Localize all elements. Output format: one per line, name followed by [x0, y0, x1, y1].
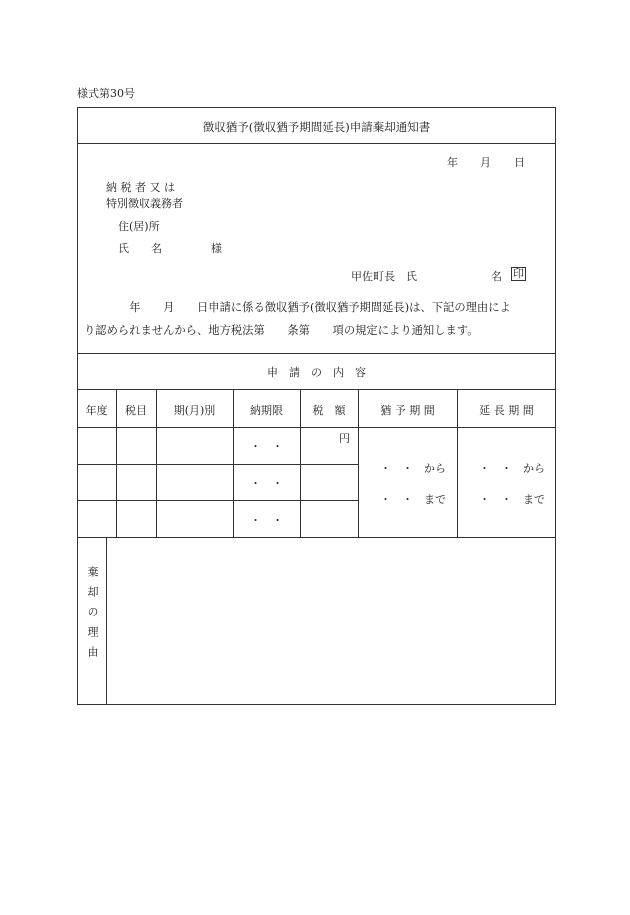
seal-mark: 印	[513, 267, 524, 280]
taxpayer-label: 納 税 者 又 は	[106, 181, 175, 194]
form-number: 様式第30号	[77, 87, 135, 100]
address-label: 住(居)所	[118, 220, 160, 233]
issuer-name-label: 名	[491, 270, 502, 283]
header-period: 期(月)別	[173, 404, 216, 417]
divider	[77, 143, 556, 144]
document-title: 徴収猶予(徴収猶予期間延長)申請棄却通知書	[202, 120, 431, 134]
extension-period-from: ・ ・ から	[479, 462, 545, 475]
header-tax-item: 税目	[125, 404, 147, 417]
row-divider	[77, 464, 358, 465]
header-extension-period: 延 長 期 間	[479, 404, 534, 417]
section-header: 申 請 の 内 容	[267, 366, 366, 379]
header-tax-amount: 税 額	[312, 404, 346, 417]
date-day: 日	[514, 156, 525, 169]
name-label: 氏 名	[118, 242, 162, 255]
date-month: 月	[480, 156, 491, 169]
notice-body	[84, 296, 550, 342]
rejection-reason-field	[107, 538, 555, 704]
deadline-cell: ・ ・	[250, 514, 283, 527]
header-grace-period: 猶 予 期 間	[380, 404, 435, 417]
special-collector-label: 特別徴収義務者	[106, 197, 183, 210]
yen-unit: 円	[339, 432, 350, 445]
grace-period-to: ・ ・ まで	[380, 493, 446, 506]
table-header-divider	[77, 427, 556, 428]
rejection-reason-label: 棄却の理由	[86, 566, 99, 666]
deadline-cell: ・ ・	[250, 440, 283, 453]
notice-body-line2: り認められませんから、地方税法第 条第 項の規定により通知します。	[84, 324, 479, 337]
header-fiscal-year: 年度	[85, 404, 108, 417]
row-divider	[77, 500, 358, 501]
divider	[77, 389, 556, 390]
grace-period-from: ・ ・ から	[380, 462, 446, 475]
honorific: 様	[211, 242, 222, 255]
issuer-title: 甲佐町長 氏	[351, 270, 417, 283]
notice-body-line1: 年 月 日申請に係る徴収猶予(徴収猶予期間延長)は、下記の理由によ	[84, 301, 511, 314]
date-year: 年	[447, 156, 458, 169]
deadline-cell: ・ ・	[250, 477, 283, 490]
divider	[77, 353, 556, 354]
extension-period-to: ・ ・ まで	[479, 493, 545, 506]
header-deadline: 納期限	[250, 404, 283, 417]
